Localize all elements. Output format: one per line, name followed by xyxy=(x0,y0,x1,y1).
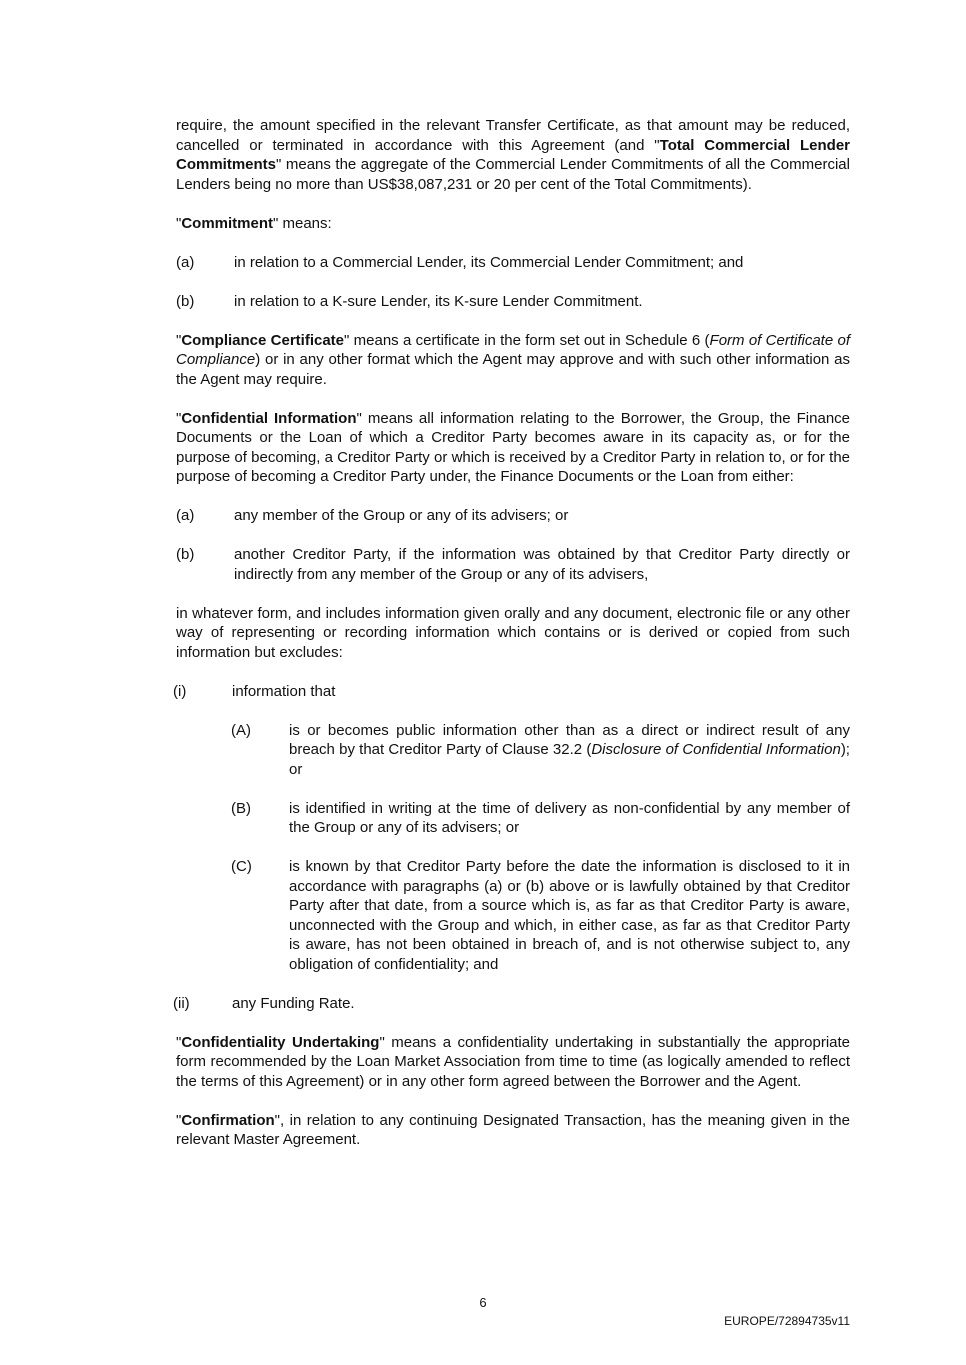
document-body xyxy=(173,116,851,1150)
defined-term: Compliance Certificate xyxy=(181,331,345,349)
sub-item-b xyxy=(231,799,850,838)
paragraph-whatever-form: in whatever form, and includes information given orally and any document, electronic file or any other way of representing or recording information which contains or is derived or copied from such information but excludes: xyxy=(176,604,850,661)
italic-reference: Form of Certificate of Compliance xyxy=(176,331,850,368)
list-text: is identified in writing at the time of delivery as non-confidential by any member of the Group or any of its advisers; or xyxy=(289,799,850,836)
list-item xyxy=(176,506,850,526)
definition-confidential-information: "Confidential Information" means all information relating to the Borrower, the Group, the Finance Documents or the Loan of which a Creditor Party becomes aware in its capacity as, or for the purpose of becoming, a Creditor Party or which is received by a Creditor Party in relation to, or for the purpose of becoming a Creditor Party under, the Finance Documents or the Loan from either: xyxy=(176,409,850,485)
list-item xyxy=(176,545,850,584)
list-text: information that xyxy=(232,682,336,700)
list-text: any Funding Rate. xyxy=(232,994,355,1012)
page-number: 6 xyxy=(479,1295,487,1310)
list-item xyxy=(176,292,850,312)
list-label: (A) xyxy=(231,721,251,739)
list-label: (a) xyxy=(176,253,195,271)
roman-item-i xyxy=(173,682,850,702)
roman-item-ii xyxy=(173,994,850,1014)
defined-term: Commitment xyxy=(181,214,273,232)
list-label: (B) xyxy=(231,799,251,817)
defined-term: Confidential Information xyxy=(181,409,357,427)
defined-term: Total Commercial Lender Commitments xyxy=(176,136,850,173)
defined-term: Confirmation xyxy=(181,1111,275,1129)
list-label: (ii) xyxy=(173,994,190,1012)
list-label: (b) xyxy=(176,292,195,310)
list-text: is known by that Creditor Party before the date the information is disclosed to it in accordance with paragraphs (a) or (b) above or is lawfully obtained by that Creditor Party after that date, from a source which is, as far as that Creditor Party is aware, unconnected with the Group and which, in either case, as far as that Creditor Party is aware, has not been obtained in breach of, and is not otherwise subject to, any obligation of confidentiality; and xyxy=(289,858,850,973)
definition-compliance-certificate: "Compliance Certificate" means a certificate in the form set out in Schedule 6 (Form of Certificate of Compliance) or in any other format which the Agent may approve and with such other information as the Agent may require. xyxy=(176,331,850,388)
list-text: any member of the Group or any of its advisers; or xyxy=(234,507,569,524)
text: " means the aggregate of the Commercial Lender Commitments of all the Commercial Lenders being no more than US$38,087,231 or 20 per cent of the Total Commitments). xyxy=(176,156,850,193)
list-item xyxy=(176,253,850,273)
paragraph-commitments-continued xyxy=(176,116,850,194)
text: require, the amount specified in the relevant Transfer Certificate, as that amount may be reduced, cancelled or terminated in accordance with this Agreement (and " xyxy=(176,117,850,154)
list-label: (b) xyxy=(176,546,195,563)
sub-item-c xyxy=(231,857,850,974)
definition-confidentiality-undertaking: "Confidentiality Undertaking" means a confidentiality undertaking in substantially the appropriate form recommended by the Loan Market Association from time to time (as logically amended to reflect the terms of this Agreement) or in any other form agreed between the Borrower and the Agent. xyxy=(176,1033,851,1090)
list-text: is or becomes public information other than as a direct or indirect result of any breach by that Creditor Party of Clause 32.2 (Disclosure of Confidential Information); or xyxy=(289,721,850,778)
defined-term: Confidentiality Undertaking xyxy=(181,1033,380,1051)
list-text: in relation to a Commercial Lender, its Commercial Lender Commitment; and xyxy=(234,253,744,271)
italic-reference: Disclosure of Confidential Information xyxy=(591,741,841,758)
list-label: (i) xyxy=(173,682,187,700)
list-label: (C) xyxy=(231,858,252,875)
document-reference: EUROPE/72894735v11 xyxy=(724,1314,850,1328)
sub-item-a xyxy=(231,721,850,780)
definition-confirmation: "Confirmation", in relation to any continuing Designated Transaction, has the meaning given in the relevant Master Agreement. xyxy=(176,1111,850,1148)
definition-commitment: "Commitment" means: xyxy=(176,214,332,232)
list-text: in relation to a K-sure Lender, its K-sure Lender Commitment. xyxy=(234,292,643,310)
list-text: another Creditor Party, if the information was obtained by that Creditor Party directly or indirectly from any member of the Group or any of its advisers, xyxy=(234,546,850,583)
list-label: (a) xyxy=(176,507,195,524)
